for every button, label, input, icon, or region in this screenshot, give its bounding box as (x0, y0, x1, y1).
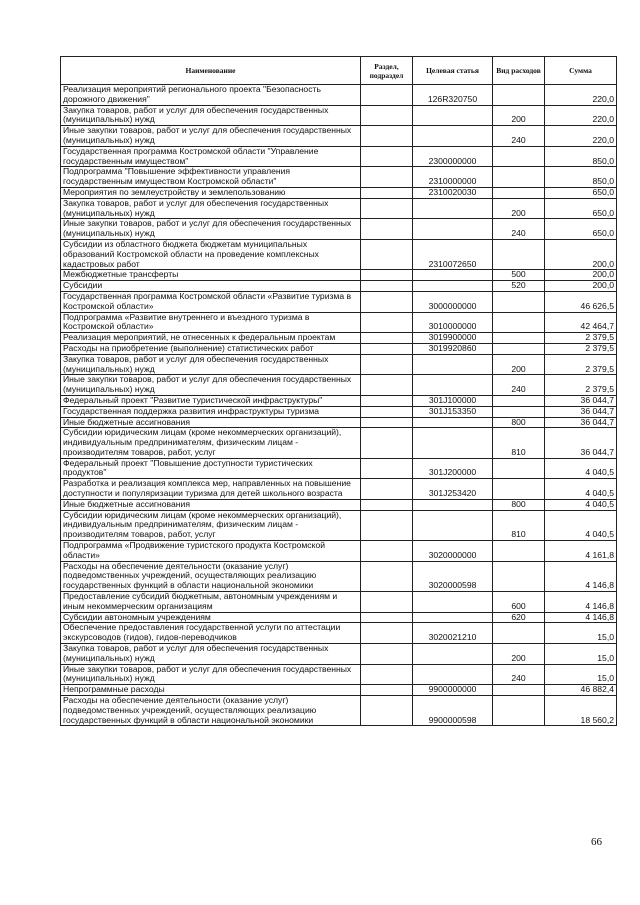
header-article: Целевая статья (413, 57, 493, 85)
cell-article: 126R320750 (413, 85, 493, 106)
table-row (61, 281, 617, 292)
cell-sum: 200,0 (545, 270, 617, 281)
table-row (61, 312, 617, 333)
cell-section (361, 270, 413, 281)
cell-article: 3019920860 (413, 343, 493, 354)
cell-sum: 220,0 (545, 105, 617, 126)
budget-table (60, 56, 617, 726)
table-row (61, 499, 617, 510)
cell-expense-type (493, 541, 545, 562)
cell-name: Государственная программа Костромской области "Управление государственным имуществом" (61, 146, 361, 167)
cell-section (361, 167, 413, 188)
cell-expense-type (493, 167, 545, 188)
cell-name: Предоставление субсидий бюджетным, автономным учреждениям и иным некоммерческим организациям (61, 592, 361, 613)
table-row (61, 428, 617, 458)
cell-section (361, 612, 413, 623)
cell-article: 2310020030 (413, 187, 493, 198)
cell-expense-type: 240 (493, 664, 545, 685)
cell-article (413, 375, 493, 396)
cell-name: Подпрограмма «Продвижение туристского продукта Костромской области» (61, 541, 361, 562)
cell-expense-type (493, 333, 545, 344)
table-row (61, 333, 617, 344)
cell-article (413, 592, 493, 613)
cell-section (361, 354, 413, 375)
cell-expense-type (493, 623, 545, 644)
cell-expense-type (493, 85, 545, 106)
cell-name: Субсидии юридическим лицам (кроме некоммерческих организаций), индивидуальным предпринимателям, физическим лицам - производителям товаров, работ, услуг (61, 428, 361, 458)
cell-article (413, 198, 493, 219)
cell-sum: 15,0 (545, 644, 617, 665)
table-header (61, 57, 617, 85)
table-row (61, 167, 617, 188)
cell-sum: 46 626,5 (545, 291, 617, 312)
cell-expense-type: 800 (493, 499, 545, 510)
cell-section (361, 623, 413, 644)
cell-name: Обеспечение предоставления государственной услуги по аттестации экскурсоводов (гидов), гидов-переводчиков (61, 623, 361, 644)
cell-sum: 2 379,5 (545, 375, 617, 396)
table-row (61, 664, 617, 685)
cell-section (361, 417, 413, 428)
cell-name: Субсидии автономным учреждениям (61, 612, 361, 623)
cell-section (361, 219, 413, 240)
cell-expense-type: 200 (493, 644, 545, 665)
table-row (61, 685, 617, 696)
cell-name: Непрограммные расходы (61, 685, 361, 696)
cell-name: Реализация мероприятий, не отнесенных к федеральным проектам (61, 333, 361, 344)
cell-name: Федеральный проект "Повышение доступности туристических продуктов" (61, 458, 361, 479)
cell-section (361, 375, 413, 396)
cell-sum: 4 040,5 (545, 510, 617, 540)
table-row (61, 479, 617, 500)
cell-expense-type (493, 696, 545, 726)
table-row (61, 644, 617, 665)
cell-expense-type (493, 312, 545, 333)
cell-name: Субсидии из областного бюджета бюджетам муниципальных образований Костромской области на проведение комплексных кадастровых работ (61, 239, 361, 269)
cell-section (361, 126, 413, 147)
page-number: 66 (591, 836, 602, 848)
cell-sum: 36 044,7 (545, 428, 617, 458)
cell-article (413, 219, 493, 240)
cell-section (361, 696, 413, 726)
cell-sum: 2 379,5 (545, 343, 617, 354)
table-row (61, 395, 617, 406)
cell-section (361, 541, 413, 562)
table-row (61, 592, 617, 613)
cell-section (361, 664, 413, 685)
table-row (61, 85, 617, 106)
cell-article (413, 270, 493, 281)
cell-expense-type (493, 187, 545, 198)
cell-article: 2300000000 (413, 146, 493, 167)
cell-sum: 200,0 (545, 239, 617, 269)
cell-sum: 15,0 (545, 664, 617, 685)
cell-name: Иные закупки товаров, работ и услуг для обеспечения государственных (муниципальных) нужд (61, 219, 361, 240)
cell-sum: 2 379,5 (545, 354, 617, 375)
cell-expense-type (493, 239, 545, 269)
cell-sum: 4 146,8 (545, 561, 617, 591)
cell-sum: 4 040,5 (545, 499, 617, 510)
cell-article: 3020021210 (413, 623, 493, 644)
cell-section (361, 510, 413, 540)
cell-article: 9900000598 (413, 696, 493, 726)
cell-name: Реализация мероприятий регионального проекта "Безопасность дорожного движения" (61, 85, 361, 106)
cell-name: Закупка товаров, работ и услуг для обеспечения государственных (муниципальных) нужд (61, 644, 361, 665)
cell-name: Подпрограмма «Развитие внутреннего и въездного туризма в Костромской области» (61, 312, 361, 333)
cell-sum: 36 044,7 (545, 406, 617, 417)
cell-section (361, 187, 413, 198)
table-row (61, 126, 617, 147)
cell-name: Федеральный проект "Развитие туристической инфраструктуры" (61, 395, 361, 406)
cell-name: Расходы на обеспечение деятельности (оказание услуг) подведомственных учреждений, осуществляющих реализацию государственных функций в области национальной экономики (61, 696, 361, 726)
cell-section (361, 428, 413, 458)
cell-sum: 650,0 (545, 187, 617, 198)
cell-section (361, 239, 413, 269)
cell-section (361, 395, 413, 406)
cell-name: Субсидии (61, 281, 361, 292)
cell-expense-type (493, 343, 545, 354)
table-row (61, 239, 617, 269)
cell-section (361, 281, 413, 292)
cell-section (361, 479, 413, 500)
cell-name: Межбюджетные трансферты (61, 270, 361, 281)
cell-article: 301J153350 (413, 406, 493, 417)
cell-name: Иные закупки товаров, работ и услуг для обеспечения государственных (муниципальных) нужд (61, 664, 361, 685)
table-row (61, 406, 617, 417)
cell-name: Расходы на обеспечение деятельности (оказание услуг) подведомственных учреждений, осуществляющих реализацию государственных функций в области национальной экономики (61, 561, 361, 591)
cell-name: Закупка товаров, работ и услуг для обеспечения государственных (муниципальных) нужд (61, 198, 361, 219)
cell-section (361, 499, 413, 510)
table-row (61, 541, 617, 562)
table-row (61, 623, 617, 644)
cell-name: Государственная программа Костромской области «Развитие туризма в Костромской области» (61, 291, 361, 312)
cell-expense-type (493, 561, 545, 591)
table-row (61, 458, 617, 479)
cell-article (413, 664, 493, 685)
cell-expense-type (493, 458, 545, 479)
cell-article: 2310072650 (413, 239, 493, 269)
table-row (61, 219, 617, 240)
cell-expense-type (493, 395, 545, 406)
cell-article: 3020000000 (413, 541, 493, 562)
cell-sum: 4 040,5 (545, 458, 617, 479)
cell-expense-type: 200 (493, 354, 545, 375)
cell-expense-type (493, 479, 545, 500)
cell-article (413, 105, 493, 126)
table-row (61, 198, 617, 219)
cell-expense-type: 200 (493, 105, 545, 126)
cell-article (413, 354, 493, 375)
cell-article (413, 510, 493, 540)
header-name: Наименование (61, 57, 361, 85)
cell-article: 301J253420 (413, 479, 493, 500)
cell-article (413, 281, 493, 292)
table-row (61, 612, 617, 623)
cell-section (361, 105, 413, 126)
cell-expense-type: 810 (493, 510, 545, 540)
cell-name: Субсидии юридическим лицам (кроме некоммерческих организаций), индивидуальным предпринимателям, физическим лицам - производителям товаров, работ, услуг (61, 510, 361, 540)
header-expense-type: Вид расходов (493, 57, 545, 85)
cell-sum: 36 044,7 (545, 395, 617, 406)
table-row (61, 343, 617, 354)
cell-sum: 4 146,8 (545, 612, 617, 623)
header-section: Раздел, подраздел (361, 57, 413, 85)
cell-name: Государственная поддержка развития инфраструктуры туризма (61, 406, 361, 417)
cell-expense-type: 240 (493, 126, 545, 147)
cell-section (361, 85, 413, 106)
cell-expense-type: 810 (493, 428, 545, 458)
cell-article (413, 499, 493, 510)
cell-article: 301J100000 (413, 395, 493, 406)
table-row (61, 696, 617, 726)
cell-sum: 4 161,8 (545, 541, 617, 562)
cell-article: 3000000000 (413, 291, 493, 312)
table-row (61, 417, 617, 428)
cell-sum: 4 146,8 (545, 592, 617, 613)
cell-sum: 36 044,7 (545, 417, 617, 428)
cell-article (413, 612, 493, 623)
cell-article: 301J200000 (413, 458, 493, 479)
cell-expense-type (493, 291, 545, 312)
table-row (61, 105, 617, 126)
cell-sum: 850,0 (545, 146, 617, 167)
cell-expense-type: 500 (493, 270, 545, 281)
cell-sum: 15,0 (545, 623, 617, 644)
cell-name: Подпрограмма "Повышение эффективности управления государственным имуществом Костромской области" (61, 167, 361, 188)
cell-sum: 650,0 (545, 198, 617, 219)
cell-sum: 2 379,5 (545, 333, 617, 344)
cell-name: Иные бюджетные ассигнования (61, 417, 361, 428)
cell-expense-type: 600 (493, 592, 545, 613)
table-row (61, 270, 617, 281)
cell-article: 2310000000 (413, 167, 493, 188)
cell-sum: 18 560,2 (545, 696, 617, 726)
header-sum: Сумма (545, 57, 617, 85)
cell-expense-type: 240 (493, 375, 545, 396)
cell-section (361, 146, 413, 167)
cell-section (361, 291, 413, 312)
cell-sum: 650,0 (545, 219, 617, 240)
table-row (61, 375, 617, 396)
cell-name: Иные бюджетные ассигнования (61, 499, 361, 510)
table-row (61, 561, 617, 591)
cell-name: Мероприятия по землеустройству и землепользованию (61, 187, 361, 198)
cell-sum: 220,0 (545, 85, 617, 106)
cell-name: Иные закупки товаров, работ и услуг для обеспечения государственных (муниципальных) нужд (61, 375, 361, 396)
cell-sum: 850,0 (545, 167, 617, 188)
cell-section (361, 458, 413, 479)
cell-expense-type: 620 (493, 612, 545, 623)
header-row (61, 57, 617, 85)
cell-section (361, 592, 413, 613)
table-row (61, 187, 617, 198)
table-row (61, 291, 617, 312)
cell-name: Иные закупки товаров, работ и услуг для обеспечения государственных (муниципальных) нужд (61, 126, 361, 147)
table-row (61, 354, 617, 375)
cell-name: Разработка и реализация комплекса мер, направленных на повышение доступности и популяризации туризма для детей школьного возраста (61, 479, 361, 500)
cell-sum: 220,0 (545, 126, 617, 147)
cell-article (413, 417, 493, 428)
cell-article (413, 644, 493, 665)
cell-expense-type: 800 (493, 417, 545, 428)
cell-section (361, 685, 413, 696)
cell-article: 3010000000 (413, 312, 493, 333)
cell-expense-type (493, 146, 545, 167)
cell-sum: 4 040,5 (545, 479, 617, 500)
cell-section (361, 333, 413, 344)
table-row (61, 510, 617, 540)
cell-article: 3020000598 (413, 561, 493, 591)
cell-expense-type: 520 (493, 281, 545, 292)
cell-expense-type: 240 (493, 219, 545, 240)
cell-name: Закупка товаров, работ и услуг для обеспечения государственных (муниципальных) нужд (61, 105, 361, 126)
cell-expense-type: 200 (493, 198, 545, 219)
cell-expense-type (493, 406, 545, 417)
cell-section (361, 343, 413, 354)
cell-article (413, 126, 493, 147)
cell-name: Закупка товаров, работ и услуг для обеспечения государственных (муниципальных) нужд (61, 354, 361, 375)
table-row (61, 146, 617, 167)
cell-article (413, 428, 493, 458)
cell-section (361, 406, 413, 417)
table-body (61, 85, 617, 726)
cell-article: 3019900000 (413, 333, 493, 344)
cell-section (361, 198, 413, 219)
cell-sum: 200,0 (545, 281, 617, 292)
cell-section (361, 312, 413, 333)
cell-sum: 42 464,7 (545, 312, 617, 333)
cell-section (361, 561, 413, 591)
cell-section (361, 644, 413, 665)
cell-sum: 46 882,4 (545, 685, 617, 696)
cell-article: 9900000000 (413, 685, 493, 696)
cell-expense-type (493, 685, 545, 696)
cell-name: Расходы на приобретение (выполнение) статистических работ (61, 343, 361, 354)
